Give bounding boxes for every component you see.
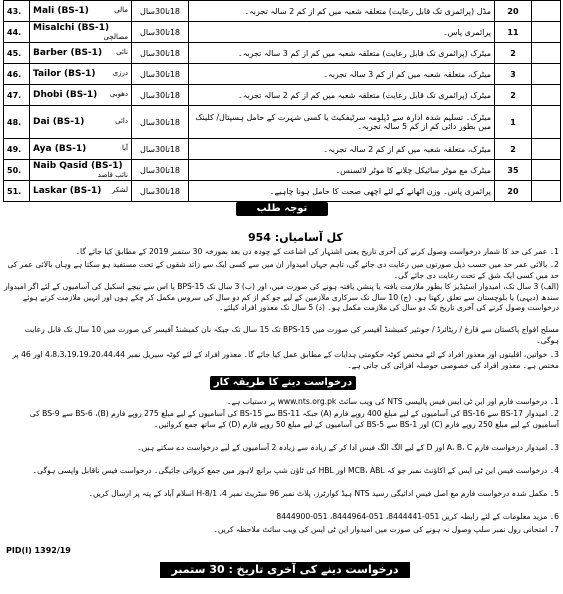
post-name-english: Laskar (BS-1): [33, 186, 102, 196]
qualification: مڈل (پرائمری تک قابل رعایت) متعلقہ شعبہ میں کم از کم 2 سالہ تجربہ۔: [189, 1, 495, 22]
notice-point-3: 3۔ خواتین، اقلیتوں اور معذور افراد کے لئے مختص کوٹہ حکومتی ہدایات کے مطابق عمل کیا جائے گا۔ معذور افراد کے لئے کوٹہ سیریل نمبر 4،8،3،19،19،20،44،44 اور 46 پر مختص ہے۔ معذور افراد کی خصوصی حوصلہ افزائی کی جاتی ہے۔: [12, 350, 559, 370]
jobs-table: [3, 0, 561, 202]
how-point-4: 4۔ درخواست فیس این ٹی ایس کے اکاؤنٹ نمبر جو کہ MCB، ABL اور HBL کی ٹاؤن شپ برانچ لاہور میں جمع کروائی جائیگی۔ درخواست فیس ناقابل واپسی ہوگی۔: [32, 466, 559, 475]
post-name: [30, 85, 132, 106]
blank-cell: [532, 106, 561, 139]
post-name-urdu: نائب قاصد: [97, 170, 128, 179]
post-name-english: Aya (BS-1): [33, 144, 87, 154]
qualification: میٹرک (پرائمری تک قابل رعایت) متعلقہ شعبہ میں کم از کم 3 سالہ تجربہ۔: [189, 43, 495, 64]
post-name: [30, 181, 132, 202]
blank-cell: [532, 160, 561, 181]
post-name-urdu: نائی: [116, 48, 128, 56]
post-name: [30, 43, 132, 64]
post-name-urdu: آیا: [121, 144, 128, 152]
table-row: [4, 43, 561, 64]
age-limit: 18تا30سال: [132, 64, 189, 85]
post-count: 20: [495, 181, 532, 202]
how-point-6: 6۔ مزید معلومات کے لئے رابطہ کریں 051-8444441، 051-8444964، 051-8444900: [276, 512, 559, 521]
qualification: میٹرک۔ تسلیم شدہ ادارہ سے ڈپلومہ سرٹیفکیٹ یا کسی شہرت کے حامل ہسپتال/ کلینک میں بطور دائی کم از کم 5 سالہ تجربہ۔: [189, 106, 495, 139]
post-name-english: Dhobi (BS-1): [33, 90, 98, 100]
post-name-english: Barber (BS-1): [33, 48, 103, 58]
how-point-7: 7۔ امتحانی رول نمبر سلپ وصول نہ ہونے کی صورت میں امیدوار این ٹی ایس کی ویب سائٹ ملاحظہ کریں۔: [213, 525, 559, 534]
table-row: [4, 1, 561, 22]
serial-number: 48.: [4, 106, 30, 139]
post-name: [30, 22, 132, 43]
post-name: [30, 160, 132, 181]
serial-number: 50.: [4, 160, 30, 181]
age-limit: 18تا30سال: [132, 181, 189, 202]
post-count: 2: [495, 43, 532, 64]
blank-cell: [532, 85, 561, 106]
post-name: [30, 139, 132, 160]
serial-number: 45.: [4, 43, 30, 64]
post-name-urdu: لشکر: [111, 186, 128, 194]
table-row: [4, 181, 561, 202]
qualification: پرائمری پاس۔ وزن اٹھانے کے لئے اچھی صحت کا حامل ہونا چاہیے۔: [189, 181, 495, 202]
notice-point-2b: مسلح افواج پاکستان سے فارغ / ریٹائرڈ / جونئیر کمیشنڈ آفیسر کی صورت میں BPS-15 تک 15 سال تک جبکہ نان کمیشنڈ آفیسر کی صورت میں 10 سال تک قابل رعایت ہوگی۔: [24, 325, 559, 345]
table-row: [4, 64, 561, 85]
post-name-english: Misalchi (BS-1): [33, 22, 110, 33]
serial-number: 44.: [4, 22, 30, 43]
post-name: [30, 1, 132, 22]
post-name-urdu: دھوبی: [109, 90, 128, 98]
qualification: میٹرک، متعلقہ شعبہ میں کم از کم 3 سالہ تجربہ۔: [189, 64, 495, 85]
qualification: میٹرک، متعلقہ شعبہ میں کم از کم 2 سالہ تجربہ۔: [189, 139, 495, 160]
blank-cell: [532, 22, 561, 43]
blank-cell: [532, 64, 561, 85]
serial-number: 49.: [4, 139, 30, 160]
serial-number: 46.: [4, 64, 30, 85]
age-limit: 18تا30سال: [132, 22, 189, 43]
age-limit: 18تا30سال: [132, 85, 189, 106]
post-count: 35: [495, 160, 532, 181]
table-row: [4, 22, 561, 43]
total-posts: کل آسامیاں: 954: [248, 231, 343, 244]
how-point-5: 5۔ مکمل شدہ درخواست فارم مع اصل فیس ادائیگی رسید NTS ہیڈ کوارٹرز، پلاٹ نمبر 96 سٹریٹ نمبر 4، H-8/1 اسلام آباد کے پتہ پر ارسال کریں۔: [88, 489, 559, 498]
notice-point-2: 2۔ بالائی عمر حد میں حسب ذیل صورتوں میں رعایت دی جائے گی، تاہم جہاں امیدوار ان میں سے کسی ایک سے زائد شقوں کے تحت مستفید ہو سکتا ہے وہاں بالائی عمر کی حد میں کسی ایک شق کے تحت رعایت دی جائے گی۔: [7, 260, 559, 280]
serial-number: 47.: [4, 85, 30, 106]
blank-cell: [532, 181, 561, 202]
how-point-1: 1۔ درخواست فارم اور این ٹی ایس فیس پالیسی NTS کی ویب سائٹ www.nts.org.pk پر دستیاب ہے۔: [227, 397, 559, 406]
post-count: 1: [495, 106, 532, 139]
table-row: [4, 85, 561, 106]
table-row: [4, 106, 561, 139]
serial-number: 43.: [4, 1, 30, 22]
post-count: 20: [495, 1, 532, 22]
post-name-urdu: درزی: [112, 69, 128, 77]
post-name-urdu: دائی: [115, 117, 128, 125]
notice-point-1: 1۔ عمر کی حد کا شمار درخواست وصول کرنے کی آخری تاریخ یعنی اشتہار کی اشاعت کے چودہ دن بعد بمورخہ 30 ستمبر 2019 کے مطابق کیا جائے گا۔: [75, 247, 559, 256]
pid-number: PID(I) 1392/19: [6, 546, 71, 555]
age-limit: 18تا30سال: [132, 139, 189, 160]
post-name-english: Dai (BS-1): [33, 117, 85, 127]
age-limit: 18تا30سال: [132, 43, 189, 64]
age-limit: 18تا30سال: [132, 1, 189, 22]
last-date-banner: درخواست دینے کی آخری تاریخ : 30 ستمبر 2019: [160, 562, 410, 578]
table-row: [4, 160, 561, 181]
post-count: 3: [495, 64, 532, 85]
qualification: میٹرک مع موٹر سائیکل چلانے کا موٹر لائسنس۔: [189, 160, 495, 181]
age-limit: 18تا30سال: [132, 160, 189, 181]
blank-cell: [532, 139, 561, 160]
qualification: میٹرک (پرائمری تک قابل رعایت) متعلقہ شعبہ میں کم از کم 2 سالہ تجربہ۔: [189, 85, 495, 106]
post-name-english: Mali (BS-1): [33, 6, 89, 16]
how-to-apply-heading: درخواست دینے کا طریقہ کار: [210, 376, 356, 390]
how-point-3: 3۔ امیدوار درخواست فارم A، B، C اور D کے لیے الگ الگ فیس ادا کر کے زیادہ سے زیادہ 2 آسامیوں کے لیے درخواست دے سکتے ہیں۔: [137, 443, 559, 452]
post-count: 2: [495, 85, 532, 106]
blank-cell: [532, 43, 561, 64]
table-row: [4, 139, 561, 160]
how-point-2: 2۔ امیدوار BS-17 سے BS-16 کی آسامیوں کے لیے مبلغ 400 روپے فارم (A) جبکہ BS-11 سے BS-15 کی آسامیوں کے لیے مبلغ 275 روپے فارم (B)، BS-6 سے BS-9 کی آسامیوں کے لیے مبلغ 250 روپے فارم (C) اور BS-1 سے BS-5 کی آسامیوں کے لیے مبلغ 50 روپے فارم (D) کے ساتھ جمع کروائیں۔: [29, 409, 559, 429]
age-limit: 18تا30سال: [132, 106, 189, 139]
post-name-urdu: مصالچی: [103, 32, 128, 41]
post-count: 2: [495, 139, 532, 160]
post-name-urdu: مالی: [114, 6, 128, 14]
serial-number: 51.: [4, 181, 30, 202]
post-name: [30, 106, 132, 139]
notice-heading: توجہ طلب: [236, 202, 328, 216]
post-count: 11: [495, 22, 532, 43]
blank-cell: [532, 1, 561, 22]
notice-point-2a: (الف) 3 سال تک، امیدوار اسٹیڈیز کا بطور ملازمت یافتہ یا پنشن یافتہ ہونے کی صورت میں، اور (ب) 3 سال تک BPS-15 یا اس سے نیچے اسکیل کی آسامیوں کے لئے اگر امیدوار سندھ (دیہی) یا بلوچستان سے تعلق رکھتا ہو۔ (ج) 10 سال تک سرکاری ملازمین کے لیے جو کم از کم دو سال کی سروس مکمل کر چکے ہوں اور انہیں ملازمت کرتے ہوئے درخواست وصول کرنے کی آخری تاریخ تک دو سال کی ملازمت مکمل ہو۔ (د) 5 سال تک معذور افراد کیلئے۔: [4, 282, 559, 312]
post-name: [30, 64, 132, 85]
qualification: پرائمری پاس۔: [189, 22, 495, 43]
post-name-english: Tailor (BS-1): [33, 69, 96, 79]
post-name-english: Naib Qasid (BS-1): [33, 160, 123, 171]
